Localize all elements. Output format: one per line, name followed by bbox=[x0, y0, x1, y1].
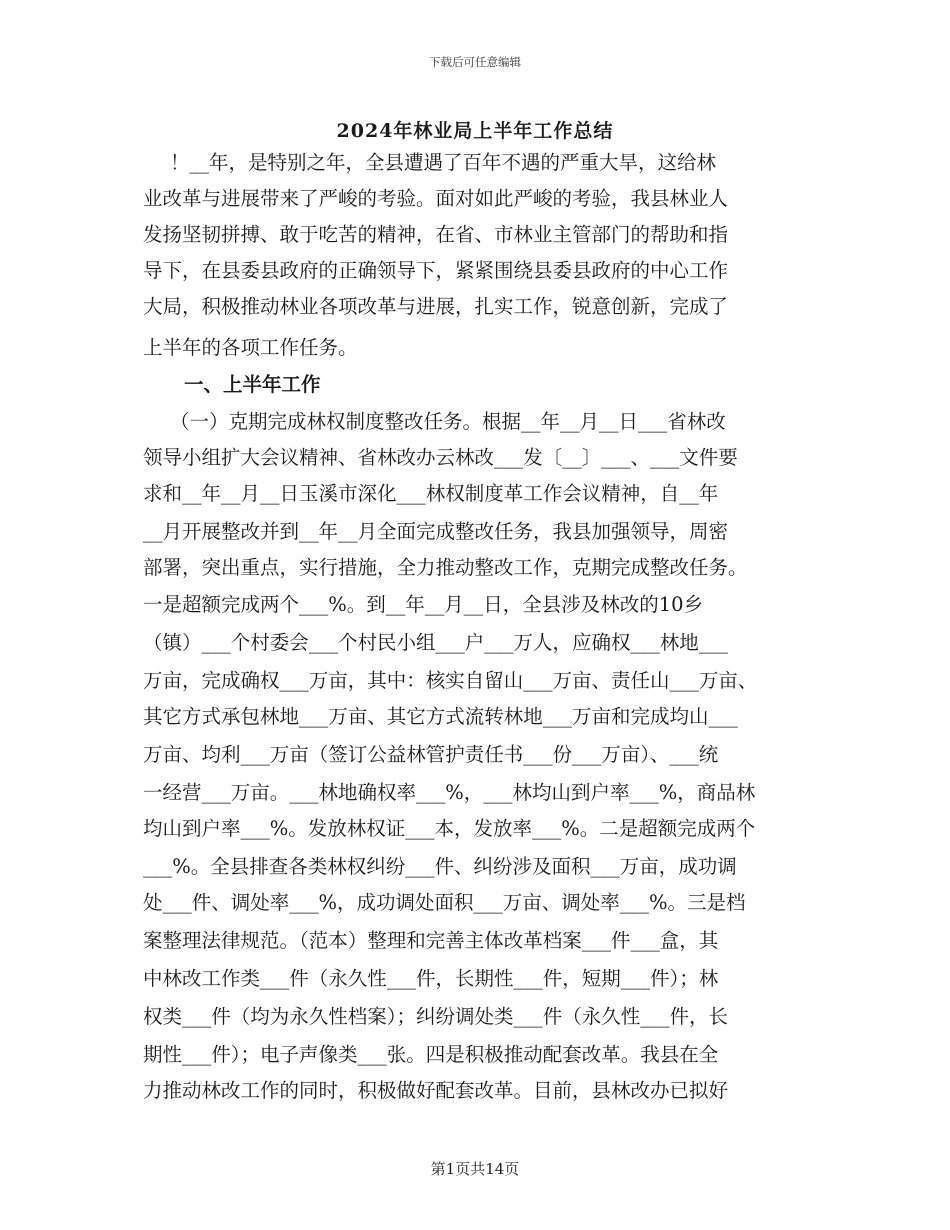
paragraph-line: 一是超额完成两个___%。到__年__月__日，全县涉及林改的10乡 bbox=[143, 593, 704, 616]
paragraph-line: 中林改工作类___件（永久性___件，长期性___件，短期___件）；林 bbox=[143, 967, 719, 990]
page-footer: 第1页共14页 bbox=[430, 1160, 520, 1178]
paragraph-line: 万亩，完成确权___万亩，其中：核实自留山___万亩、责任山___万亩、 bbox=[143, 669, 758, 692]
paragraph-line: 部署，突出重点，实行措施，全力推动整改工作，克期完成整改任务。 bbox=[143, 556, 748, 579]
paragraph-line: 一经营___万亩。___林地确权率___%，___林均山到户率___%，商品林 bbox=[143, 781, 756, 804]
paragraph-line: 发扬坚韧拼搏、敢于吃苦的精神，在省、市林业主管部门的帮助和指 bbox=[143, 223, 729, 246]
paragraph-line: 领导小组扩大会议精神、省林改办云林改___发〔__〕___、___文件要 bbox=[143, 446, 738, 469]
paragraph-line: 求和__年__月__日玉溪市深化___林权制度革工作会议精神，自__年 bbox=[143, 482, 719, 505]
paragraph-line: 处___件、调处率___%，成功调处面积___万亩、调处率___%。三是档 bbox=[143, 891, 746, 914]
paragraph-line: 大局，积极推动林业各项改革与进展，扎实工作，锐意创新，完成了 bbox=[143, 295, 729, 318]
paragraph-line: （一）克期完成林权制度整改任务。根据__年__月__日___省林改 bbox=[170, 410, 726, 433]
paragraph-line: 期性___件）；电子声像类___张。四是积极推动配套改革。我县在全 bbox=[143, 1043, 719, 1066]
paragraph-line: （镇）___个村委会___个村民小组___户___万人，应确权___林地___ bbox=[143, 631, 729, 654]
section-heading: 一、上半年工作 bbox=[184, 373, 321, 396]
paragraph-line: 案整理法律规范。（范本）整理和完善主体改革档案___件___盒，其 bbox=[143, 929, 719, 952]
paragraph-line: 上半年的各项工作任务。 bbox=[143, 336, 358, 359]
paragraph-line: 权类___件（均为永久性档案）；纠纷调处类___件（永久性___件，长 bbox=[143, 1005, 729, 1028]
paragraph-line: ！__年，是特别之年，全县遭遇了百年不遇的严重大旱，这给林 bbox=[170, 151, 717, 174]
paragraph-line: 导下，在县委县政府的正确领导下，紧紧围绕县委县政府的中心工作 bbox=[143, 259, 729, 282]
paragraph-line: 均山到户率___%。发放林权证___本，发放率___%。二是超额完成两个 bbox=[143, 817, 756, 840]
paragraph-line: ___%。全县排查各类林权纠纷___件、纠纷涉及面积___万亩，成功调 bbox=[143, 855, 737, 878]
paragraph-line: 其它方式承包林地___万亩、其它方式流转林地___万亩和完成均山___ bbox=[143, 705, 738, 728]
header-note: 下载后可任意编辑 bbox=[429, 55, 521, 69]
paragraph-line: 力推动林改工作的同时，积极做好配套改革。目前，县林改办已拟好 bbox=[143, 1079, 729, 1102]
paragraph-line: __月开展整改并到__年__月全面完成整改任务，我县加强领导，周密 bbox=[143, 520, 729, 543]
document-title: 2024年林业局上半年工作总结 bbox=[336, 120, 614, 142]
paragraph-line: 万亩、均利___万亩（签订公益林管护责任书___份___万亩）、___统 bbox=[143, 743, 719, 766]
paragraph-line: 业改革与进展带来了严峻的考验。面对如此严峻的考验，我县林业人 bbox=[143, 187, 729, 210]
